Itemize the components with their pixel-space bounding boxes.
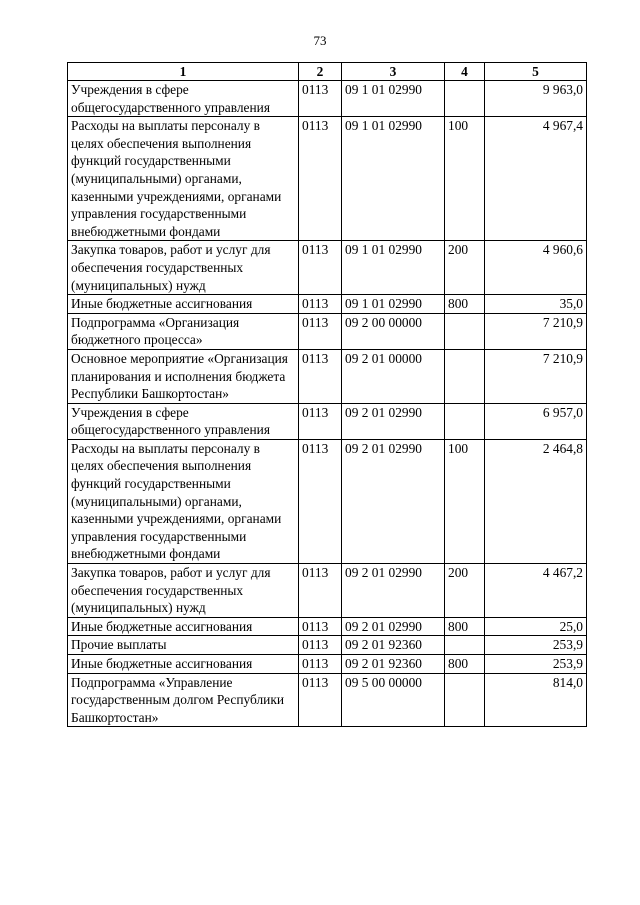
cell-amount: 6 957,0 [485,403,587,439]
cell-amount: 35,0 [485,295,587,314]
cell-amount: 4 467,2 [485,564,587,618]
cell-amount: 7 210,9 [485,313,587,349]
cell-section: 0113 [299,636,342,655]
table-row [68,241,587,295]
cell-type [445,349,485,403]
cell-amount: 7 210,9 [485,349,587,403]
cell-code: 09 2 01 92360 [342,636,445,655]
cell-type [445,403,485,439]
cell-name: Иные бюджетные ассигнования [68,617,299,636]
cell-name: Учреждения в сфере общегосударственного управления [68,403,299,439]
cell-section: 0113 [299,617,342,636]
cell-type: 100 [445,439,485,563]
cell-name: Подпрограмма «Управление государственным долгом Республики Башкортостан» [68,673,299,727]
cell-code: 09 1 01 02990 [342,295,445,314]
table-header-row [68,63,587,81]
cell-name: Закупка товаров, работ и услуг для обеспечения государственных (муниципальных) нужд [68,241,299,295]
cell-amount: 253,9 [485,655,587,674]
table-row [68,81,587,117]
table-row [68,349,587,403]
cell-type [445,81,485,117]
cell-amount: 4 967,4 [485,117,587,241]
cell-type: 800 [445,655,485,674]
cell-section: 0113 [299,564,342,618]
cell-type [445,636,485,655]
cell-section: 0113 [299,81,342,117]
cell-amount: 814,0 [485,673,587,727]
cell-section: 0113 [299,439,342,563]
cell-amount: 253,9 [485,636,587,655]
table-row [68,636,587,655]
cell-section: 0113 [299,349,342,403]
cell-section: 0113 [299,313,342,349]
cell-name: Прочие выплаты [68,636,299,655]
cell-name: Закупка товаров, работ и услуг для обеспечения государственных (муниципальных) нужд [68,564,299,618]
cell-name: Расходы на выплаты персоналу в целях обеспечения выполнения функций государственными (муниципальными) органами, казенными учреждениями, органами управления государственными внебюджетными фондами [68,439,299,563]
cell-code: 09 1 01 02990 [342,81,445,117]
table-row [68,673,587,727]
cell-section: 0113 [299,655,342,674]
table-row [68,655,587,674]
cell-name: Учреждения в сфере общегосударственного управления [68,81,299,117]
table-body [68,81,587,727]
cell-amount: 25,0 [485,617,587,636]
cell-type: 800 [445,295,485,314]
table-row [68,439,587,563]
cell-code: 09 2 01 02990 [342,564,445,618]
cell-type [445,313,485,349]
column-header-code: 3 [342,63,445,81]
cell-code: 09 2 01 00000 [342,349,445,403]
cell-section: 0113 [299,117,342,241]
table-row [68,295,587,314]
column-header-section: 2 [299,63,342,81]
cell-type: 200 [445,564,485,618]
column-header-amount: 5 [485,63,587,81]
cell-section: 0113 [299,403,342,439]
cell-code: 09 5 00 00000 [342,673,445,727]
cell-code: 09 1 01 02990 [342,117,445,241]
cell-code: 09 2 00 00000 [342,313,445,349]
table-row [68,564,587,618]
page-number: 73 [313,33,327,48]
cell-code: 09 2 01 02990 [342,439,445,563]
cell-type: 200 [445,241,485,295]
cell-section: 0113 [299,673,342,727]
cell-section: 0113 [299,241,342,295]
cell-amount: 9 963,0 [485,81,587,117]
cell-amount: 4 960,6 [485,241,587,295]
cell-type [445,673,485,727]
column-header-type: 4 [445,63,485,81]
column-header-name: 1 [68,63,299,81]
cell-name: Подпрограмма «Организация бюджетного процесса» [68,313,299,349]
cell-name: Иные бюджетные ассигнования [68,295,299,314]
table-row [68,117,587,241]
cell-section: 0113 [299,295,342,314]
cell-name: Основное мероприятие «Организация планирования и исполнения бюджета Республики Башкортостан» [68,349,299,403]
cell-amount: 2 464,8 [485,439,587,563]
table-row [68,617,587,636]
cell-name: Иные бюджетные ассигнования [68,655,299,674]
table-row [68,403,587,439]
cell-name: Расходы на выплаты персоналу в целях обеспечения выполнения функций государственными (муниципальными) органами, казенными учреждениями, органами управления государственными внебюджетными фондами [68,117,299,241]
table-row [68,313,587,349]
cell-type: 100 [445,117,485,241]
cell-type: 800 [445,617,485,636]
cell-code: 09 2 01 92360 [342,655,445,674]
cell-code: 09 2 01 02990 [342,617,445,636]
cell-code: 09 1 01 02990 [342,241,445,295]
budget-table [67,62,587,727]
cell-code: 09 2 01 02990 [342,403,445,439]
